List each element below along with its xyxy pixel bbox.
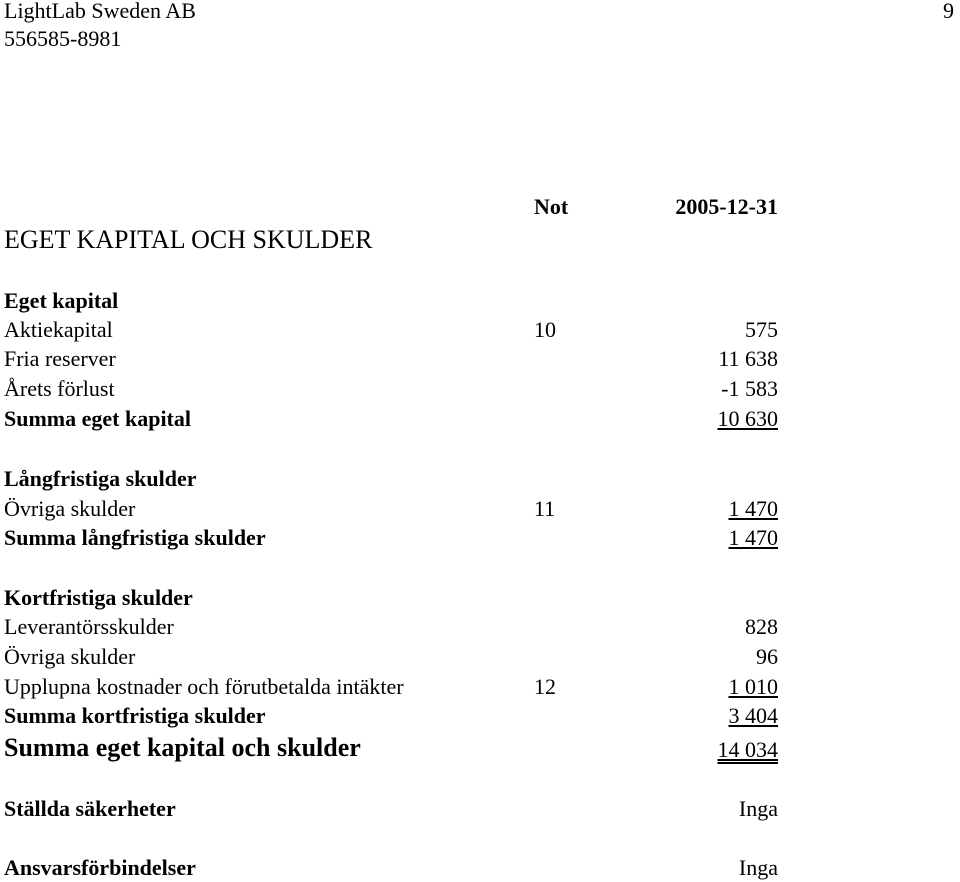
row-value: 1 470	[728, 496, 778, 521]
section-heading-kortfristiga: Kortfristiga skulder	[4, 585, 193, 610]
contingent-liabilities-label: Ansvarsförbindelser	[4, 855, 196, 880]
row-note: 10	[534, 317, 556, 342]
total-label-eget-kapital: Summa eget kapital	[4, 406, 191, 431]
grand-total-label: Summa eget kapital och skulder	[4, 733, 361, 762]
row-note: 11	[534, 496, 556, 521]
row-value: 575	[745, 317, 778, 342]
section-heading-eget-kapital: Eget kapital	[4, 288, 119, 313]
pledged-assets-value: Inga	[738, 796, 778, 821]
row-label: Övriga skulder	[4, 644, 136, 669]
row-value: -1 583	[721, 376, 778, 401]
row-value: 96	[756, 644, 778, 669]
org-number: 556585-8981	[4, 26, 122, 51]
column-header-date: 2005-12-31	[675, 194, 778, 219]
row-label: Årets förlust	[4, 376, 115, 401]
total-value-eget-kapital: 10 630	[717, 406, 778, 431]
section-heading-langfristiga: Långfristiga skulder	[4, 466, 197, 491]
column-header-note: Not	[534, 194, 569, 219]
total-value-langfristiga: 1 470	[728, 525, 778, 550]
company-name: LightLab Sweden AB	[4, 0, 196, 23]
row-label: Aktiekapital	[4, 317, 113, 342]
row-label: Fria reserver	[4, 346, 116, 371]
row-label: Leverantörsskulder	[4, 614, 174, 639]
row-label: Upplupna kostnader och förutbetalda intäkter	[4, 674, 404, 699]
row-value: 828	[745, 614, 778, 639]
total-value-kortfristiga: 3 404	[728, 703, 778, 728]
pledged-assets-label: Ställda säkerheter	[4, 796, 176, 821]
row-label: Övriga skulder	[4, 496, 136, 521]
grand-total-value: 14 034	[717, 737, 778, 762]
row-value: 11 638	[718, 346, 778, 371]
section-title: EGET KAPITAL OCH SKULDER	[4, 225, 373, 254]
total-label-langfristiga: Summa långfristiga skulder	[4, 525, 266, 550]
page-number: 9	[943, 0, 954, 23]
contingent-liabilities-value: Inga	[738, 855, 778, 880]
total-label-kortfristiga: Summa kortfristiga skulder	[4, 703, 266, 728]
row-value: 1 010	[728, 674, 778, 699]
row-note: 12	[534, 674, 556, 699]
